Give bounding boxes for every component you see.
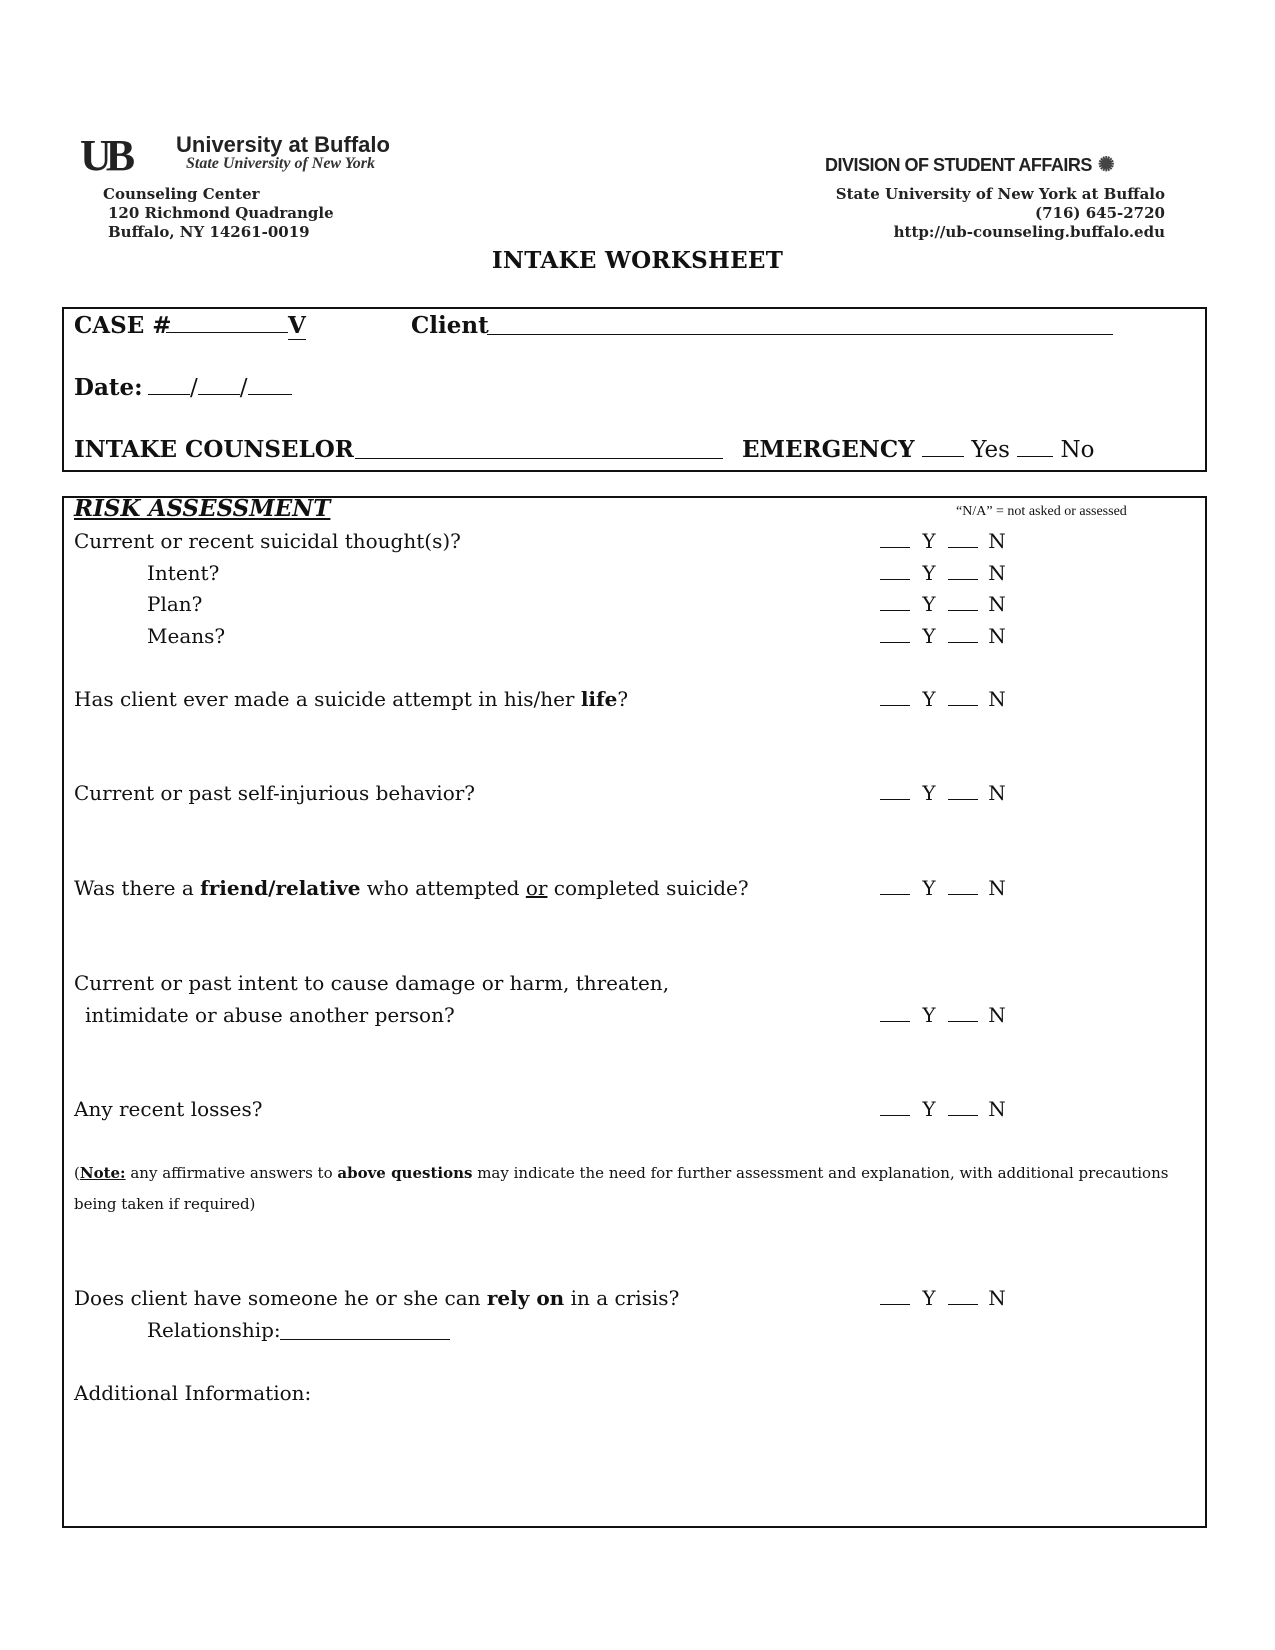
case-number-label: CASE # bbox=[74, 312, 172, 339]
yn-friend-relative[interactable]: Y N bbox=[880, 876, 1016, 900]
date-separator: / bbox=[190, 375, 198, 401]
address-line: 120 Richmond Quadrangle bbox=[108, 204, 334, 222]
question-self-injury: Current or past self-injurious behavior? bbox=[74, 781, 476, 805]
ub-logo-subtitle: State University of New York bbox=[186, 155, 376, 172]
emergency-label: EMERGENCY bbox=[742, 436, 915, 463]
question-plan: Plan? bbox=[147, 592, 203, 616]
address-line: Counseling Center bbox=[103, 185, 260, 203]
emergency-yes-blank[interactable] bbox=[922, 436, 964, 457]
question-suicide-attempt: Has client ever made a suicide attempt in his/her life? bbox=[74, 687, 629, 711]
sunburst-icon: ✺ bbox=[1097, 154, 1115, 176]
intake-counselor-label: INTAKE COUNSELOR bbox=[74, 436, 354, 463]
emergency-options bbox=[922, 436, 1095, 463]
emergency-no-label: No bbox=[1060, 437, 1095, 463]
case-number-field[interactable] bbox=[166, 312, 306, 339]
na-note: “N/A” = not asked or assessed bbox=[956, 504, 1127, 519]
yn-recent-losses[interactable]: Y N bbox=[880, 1097, 1016, 1121]
question-suicidal-thoughts: Current or recent suicidal thought(s)? bbox=[74, 529, 461, 553]
emergency-no-blank[interactable] bbox=[1017, 436, 1053, 457]
yn-plan[interactable]: Y N bbox=[880, 592, 1016, 616]
relationship-label: Relationship: bbox=[147, 1318, 281, 1342]
ub-logo bbox=[80, 131, 440, 180]
affirmative-answers-note-line2: being taken if required) bbox=[74, 1195, 256, 1213]
address-line: Buffalo, NY 14261-0019 bbox=[108, 223, 310, 241]
question-means: Means? bbox=[147, 624, 226, 648]
yn-rely-on[interactable]: Y N bbox=[880, 1286, 1016, 1310]
contact-url: http://ub-counseling.buffalo.edu bbox=[893, 223, 1165, 241]
page-title: INTAKE WORKSHEET bbox=[491, 247, 784, 274]
question-harm-others-line1: Current or past intent to cause damage or harm, threaten, bbox=[74, 971, 670, 995]
case-suffix: V bbox=[288, 312, 306, 339]
question-friend-relative: Was there a friend/relative who attempted or completed suicide? bbox=[74, 876, 749, 900]
yn-harm-others[interactable]: Y N bbox=[880, 1003, 1016, 1027]
university-contact bbox=[836, 185, 1165, 242]
division-logo bbox=[825, 152, 1114, 177]
question-recent-losses: Any recent losses? bbox=[74, 1097, 263, 1121]
risk-assessment-heading: RISK ASSESSMENT bbox=[74, 495, 331, 522]
contact-line: State University of New York at Buffalo bbox=[835, 185, 1165, 203]
additional-information-area[interactable] bbox=[74, 1410, 1194, 1515]
division-name: DIVISION OF STUDENT AFFAIRS bbox=[825, 155, 1092, 175]
intake-counselor-field[interactable] bbox=[355, 436, 723, 459]
date-field[interactable] bbox=[148, 374, 292, 401]
yn-suicidal-thoughts[interactable]: Y N bbox=[880, 529, 1016, 553]
question-harm-others-line2: intimidate or abuse another person? bbox=[85, 1003, 455, 1027]
date-label: Date: bbox=[74, 374, 143, 401]
relationship-field[interactable] bbox=[280, 1319, 450, 1340]
client-field[interactable] bbox=[487, 312, 1113, 335]
ub-logo-mark: UB bbox=[80, 131, 130, 180]
emergency-yes-label: Yes bbox=[971, 437, 1010, 463]
date-separator: / bbox=[239, 375, 248, 401]
counseling-center-address bbox=[103, 185, 334, 242]
ub-logo-name: University at Buffalo bbox=[176, 132, 390, 157]
question-rely-on: Does client have someone he or she can rely on in a crisis? bbox=[74, 1286, 680, 1310]
additional-information-label: Additional Information: bbox=[74, 1381, 312, 1405]
yn-intent[interactable]: Y N bbox=[880, 561, 1016, 585]
yn-self-injury[interactable]: Y N bbox=[880, 781, 1016, 805]
client-label: Client bbox=[411, 312, 489, 339]
contact-phone: (716) 645-2720 bbox=[1034, 204, 1165, 222]
yn-means[interactable]: Y N bbox=[880, 624, 1016, 648]
question-intent: Intent? bbox=[147, 561, 220, 585]
yn-suicide-attempt[interactable]: Y N bbox=[880, 687, 1016, 711]
affirmative-answers-note: (Note: any affirmative answers to above questions may indicate the need for further assessment and explanation, with additional precautions bbox=[74, 1164, 1169, 1182]
